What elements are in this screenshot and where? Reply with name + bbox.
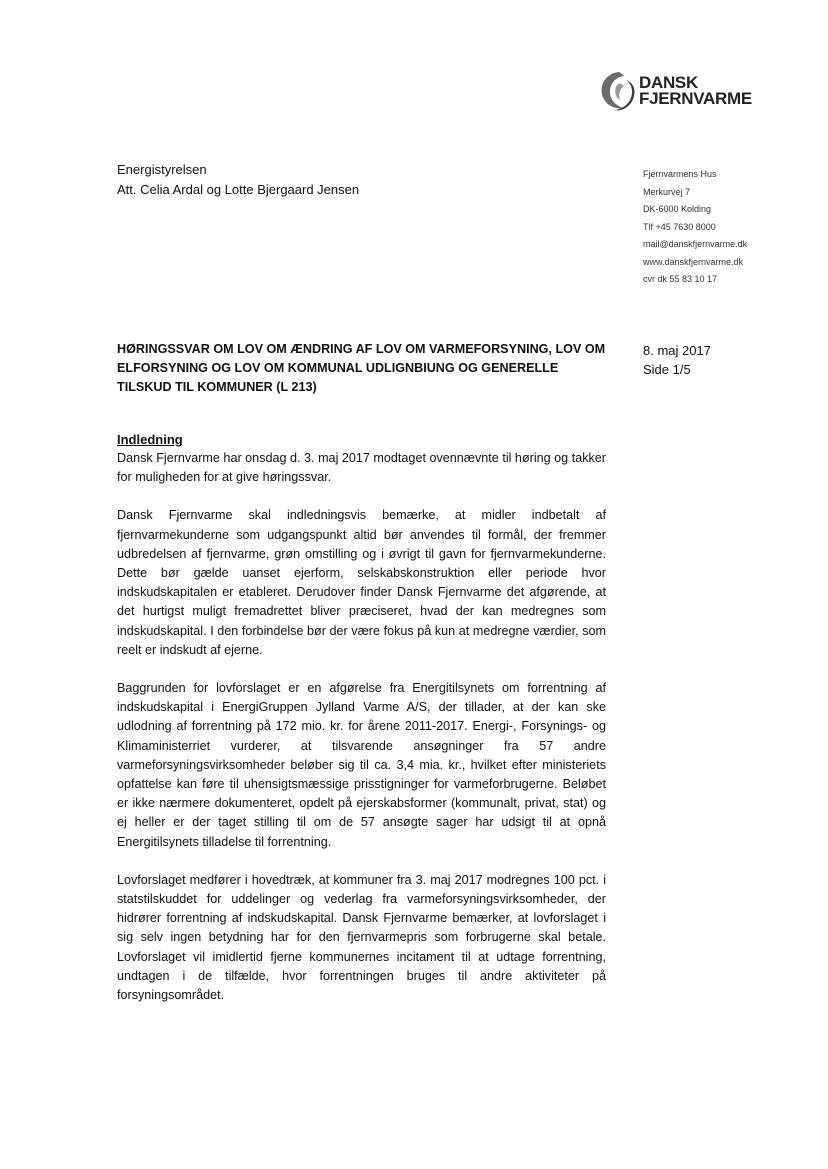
recipient-org: Energistyrelsen	[117, 162, 207, 177]
logo-line-1: DANSK	[639, 73, 698, 92]
body-paragraph: Dansk Fjernvarme har onsdag d. 3. maj 2017 modtaget ovennævnte til høring og takker for muligheden for at give høringssvar.	[117, 451, 606, 485]
recipient-block	[117, 160, 359, 200]
section-heading: Indledning	[117, 432, 183, 447]
recipient-attention: Att. Celia Ardal og Lotte Bjergaard Jensen	[117, 182, 360, 197]
page-number: Side 1/5	[643, 362, 691, 377]
body-paragraph: Dansk Fjernvarme skal indledningsvis bemærke, at midler indbetalt af fjernvarmekunderne som udgangspunkt altid bør anvendes til formål, der fremmer udbredelsen af fjernvarme, grøn omstilling og i øvrigt til gavn for fjernvarmekunderne. Dette bør gælde uanset ejerform, selskabskonstruktion eller periode hvor indskudskapitalen er etableret. Derudover finder Dansk Fjernvarme det afgørende, at det hurtigst muligt fremadrettet bliver præciseret, hvad der kan medregnes som indskudskapital. I den forbindelse bør der være fokus på kun at medregne værdier, som reelt er indskudt af ejerne.	[117, 508, 606, 657]
logo	[598, 66, 768, 114]
sender-name: Fjernvarmens Hus	[643, 169, 717, 179]
body-paragraph: Lovforslaget medfører i hovedtræk, at kommuner fra 3. maj 2017 modregnes 100 pct. i statstilskuddet for uddelinger og vederlag fra varmeforsyningsvirksomheder, der hidrører forrentning af indskudskapital. Dansk Fjernvarme bemærker, at lovforslaget i sig selv ingen betydning har for den fjernvarmepris som forbrugerne skal betale. Lovforslaget vil imidlertid fjerne kommunernes incitament til at udtage forrentning, undtagen i de tilfælde, hvor forrentningen bruges til andre aktiviteter på forsyningsområdet.	[117, 872, 606, 1003]
sender-city: DK-6000 Kolding	[643, 204, 712, 214]
sender-phone: Tlf +45 7630 8000	[643, 221, 716, 232]
body-paragraph: Baggrunden for lovforslaget er en afgørelse fra Energitilsynets om forrentning af indskudskapital i EnergiGruppen Jylland Varme A/S, der tillader, at der kan ske udlodning af forrentning på 172 mio. kr. for årene 2011-2017. Energi-, Forsynings- og Klimaministerriet vurderer, at tilsvarende ansøgninger fra 57 andre varmeforsyningsvirksomheder beløber sig til ca. 3,4 mia. kr., hvilket efter ministeriets opfattelse kan føre til uhensigtsmæssige prisstigninger for varmeforbrugerne. Beløbet er ikke nærmere dokumenteret, opdelt på ejerskabsformer (kommunalt, privat, stat) og ej heller er der taget stilling til om de 57 ansøgte sager har udsigt til at opnå Energitilsynets tilladelse til forrentning.	[117, 681, 606, 849]
letter-body	[117, 449, 606, 1024]
sender-street: Merkurvej 7	[643, 186, 691, 197]
letter-subject: HØRINGSSVAR OM LOV OM ÆNDRING AF LOV OM VARMEFORSYNING, LOV OM ELFORSYNING OG LOV OM KOMMUNAL UDLIGNBIUNG OG GENERELLE TILSKUD TIL KOMMUNER (L 213)	[117, 342, 606, 394]
letter-date: 8. maj 2017	[643, 343, 711, 358]
sender-email: mail@danskfjernvarme.dk	[643, 239, 748, 249]
letter-meta	[643, 341, 711, 379]
logo-line-2: FJERNVARME	[639, 89, 752, 108]
sender-cvr: cvr dk 55 83 10 17	[643, 274, 718, 284]
flame-swirl-icon	[598, 68, 638, 112]
sender-website: www.danskfjernvarme.dk	[643, 256, 744, 267]
sender-address-block	[643, 166, 747, 289]
